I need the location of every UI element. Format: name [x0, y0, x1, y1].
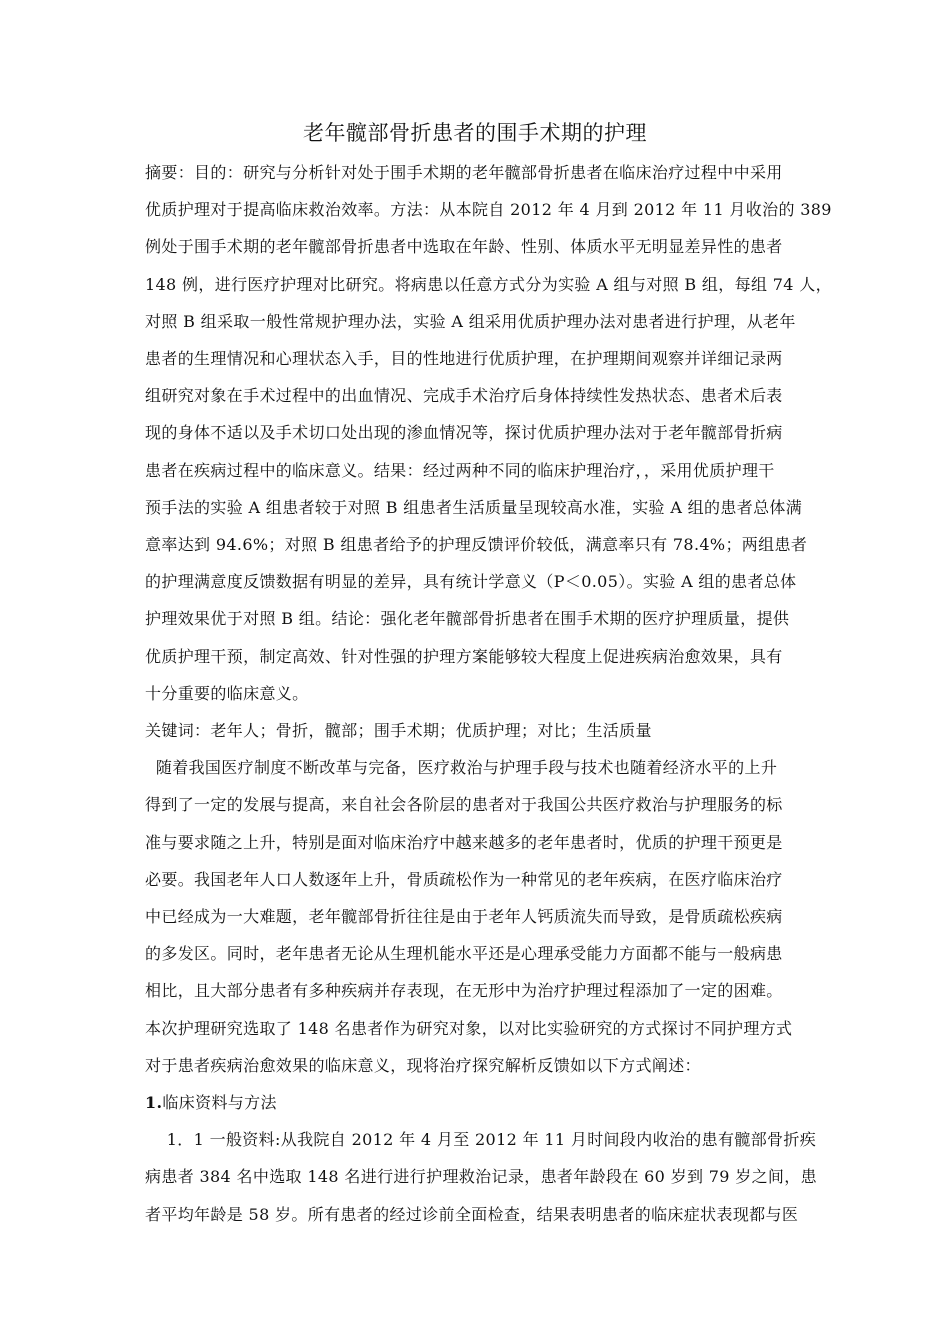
abstract-line: 对照 B 组采取一般性常规护理办法，实验 A 组采用优质护理办法对患者进行护理，从老年	[145, 311, 796, 331]
abstract-line: 优质护理干预，制定高效、针对性强的护理方案能够较大程度上促进疾病治愈效果，具有	[145, 646, 783, 666]
intro-paragraph-line: 得到了一定的发展与提高，来自社会各阶层的患者对于我国公共医疗救治与护理服务的标	[145, 795, 783, 815]
abstract-line: 148 例，进行医疗护理对比研究。将病患以任意方式分为实验 A 组与对照 B 组，每组 74 人，	[145, 274, 832, 294]
abstract-line: 十分重要的临床意义。	[145, 683, 309, 703]
intro-paragraph-line: 的多发区。同时，老年患者无论从生理机能水平还是心理承受能力方面都不能与一般病患	[145, 944, 783, 964]
section-paragraph-line: 病患者 384 名中选取 148 名进行进行护理救治记录，患者年龄段在 60 岁到 79 岁之间，患	[145, 1167, 817, 1187]
intro-paragraph-line: 随着我国医疗制度不断改革与完备，医疗救治与护理手段与技术也随着经济水平的上升	[145, 758, 778, 778]
abstract-line: 现的身体不适以及手术切口处出现的渗血情况等，探讨优质护理办法对于老年髋部骨折病	[145, 423, 783, 443]
abstract-line: 的护理满意度反馈数据有明显的差异，具有统计学意义（P＜0.05）。实验 A 组的患者总体	[145, 572, 797, 592]
section-paragraph-line: 1．1 一般资料:从我院自 2012 年 4 月至 2012 年 11 月时间段内收治的患有髋部骨折疾	[145, 1130, 817, 1150]
abstract-line: 意率达到 94.6%；对照 B 组患者给予的护理反馈评价较低，满意率只有 78.4%；两组患者	[145, 535, 808, 554]
page-title: 老年髋部骨折患者的围手术期的护理	[303, 121, 647, 145]
section-paragraph-line: 者平均年龄是 58 岁。所有患者的经过诊前全面检查，结果表明患者的临床症状表现都与医	[145, 1204, 799, 1224]
section-number: 1.	[145, 1093, 163, 1112]
intro-paragraph-line: 准与要求随之上升，特别是面对临床治疗中越来越多的老年患者时，优质的护理干预更是	[145, 832, 783, 852]
abstract-line: 优质护理对于提高临床救治效率。方法：从本院自 2012 年 4 月到 2012 年 11 月收治的 389	[145, 200, 832, 220]
abstract-line: 预手法的实验 A 组患者较于对照 B 组患者生活质量呈现较高水准，实验 A 组的患者总体满	[145, 497, 803, 517]
abstract-line: 患者在疾病过程中的临床意义。结果：经过两种不同的临床护理治疗，，采用优质护理干	[145, 460, 775, 480]
keywords-line: 关键词：老年人；骨折，髋部；围手术期；优质护理；对比；生活质量	[145, 721, 652, 740]
intro-paragraph-line: 中已经成为一大难题，老年髋部骨折往往是由于老年人钙质流失而导致，是骨质疏松疾病	[145, 907, 783, 926]
section-heading-text: 临床资料与方法	[162, 1093, 277, 1112]
intro-paragraph-line: 本次护理研究选取了 148 名患者作为研究对象，以对比实验研究的方式探讨不同护理方式	[145, 1018, 793, 1038]
abstract-line: 组研究对象在手术过程中的出血情况、完成手术治疗后身体持续性发热状态、患者术后表	[145, 386, 783, 406]
abstract-line: 护理效果优于对照 B 组。结论：强化老年髋部骨折患者在围手术期的医疗护理质量，提供	[145, 609, 790, 629]
intro-paragraph-line: 相比，且大部分患者有多种疾病并存表现，在无形中为治疗护理过程添加了一定的困难。	[145, 981, 783, 1001]
abstract-line: 摘要：目的：研究与分析针对处于围手术期的老年髋部骨折患者在临床治疗过程中中采用	[145, 163, 783, 182]
abstract-line: 例处于围手术期的老年髋部骨折患者中选取在年龄、性别、体质水平无明显差异性的患者	[145, 237, 783, 257]
intro-paragraph-line: 对于患者疾病治愈效果的临床意义，现将治疗探究解析反馈如以下方式阐述：	[145, 1055, 701, 1075]
intro-paragraph-line: 必要。我国老年人口人数逐年上升，骨质疏松作为一种常见的老年疾病，在医疗临床治疗	[145, 869, 783, 889]
abstract-line: 患者的生理情况和心理状态入手，目的性地进行优质护理，在护理期间观察并详细记录两	[145, 349, 783, 368]
section-heading	[145, 1092, 277, 1114]
